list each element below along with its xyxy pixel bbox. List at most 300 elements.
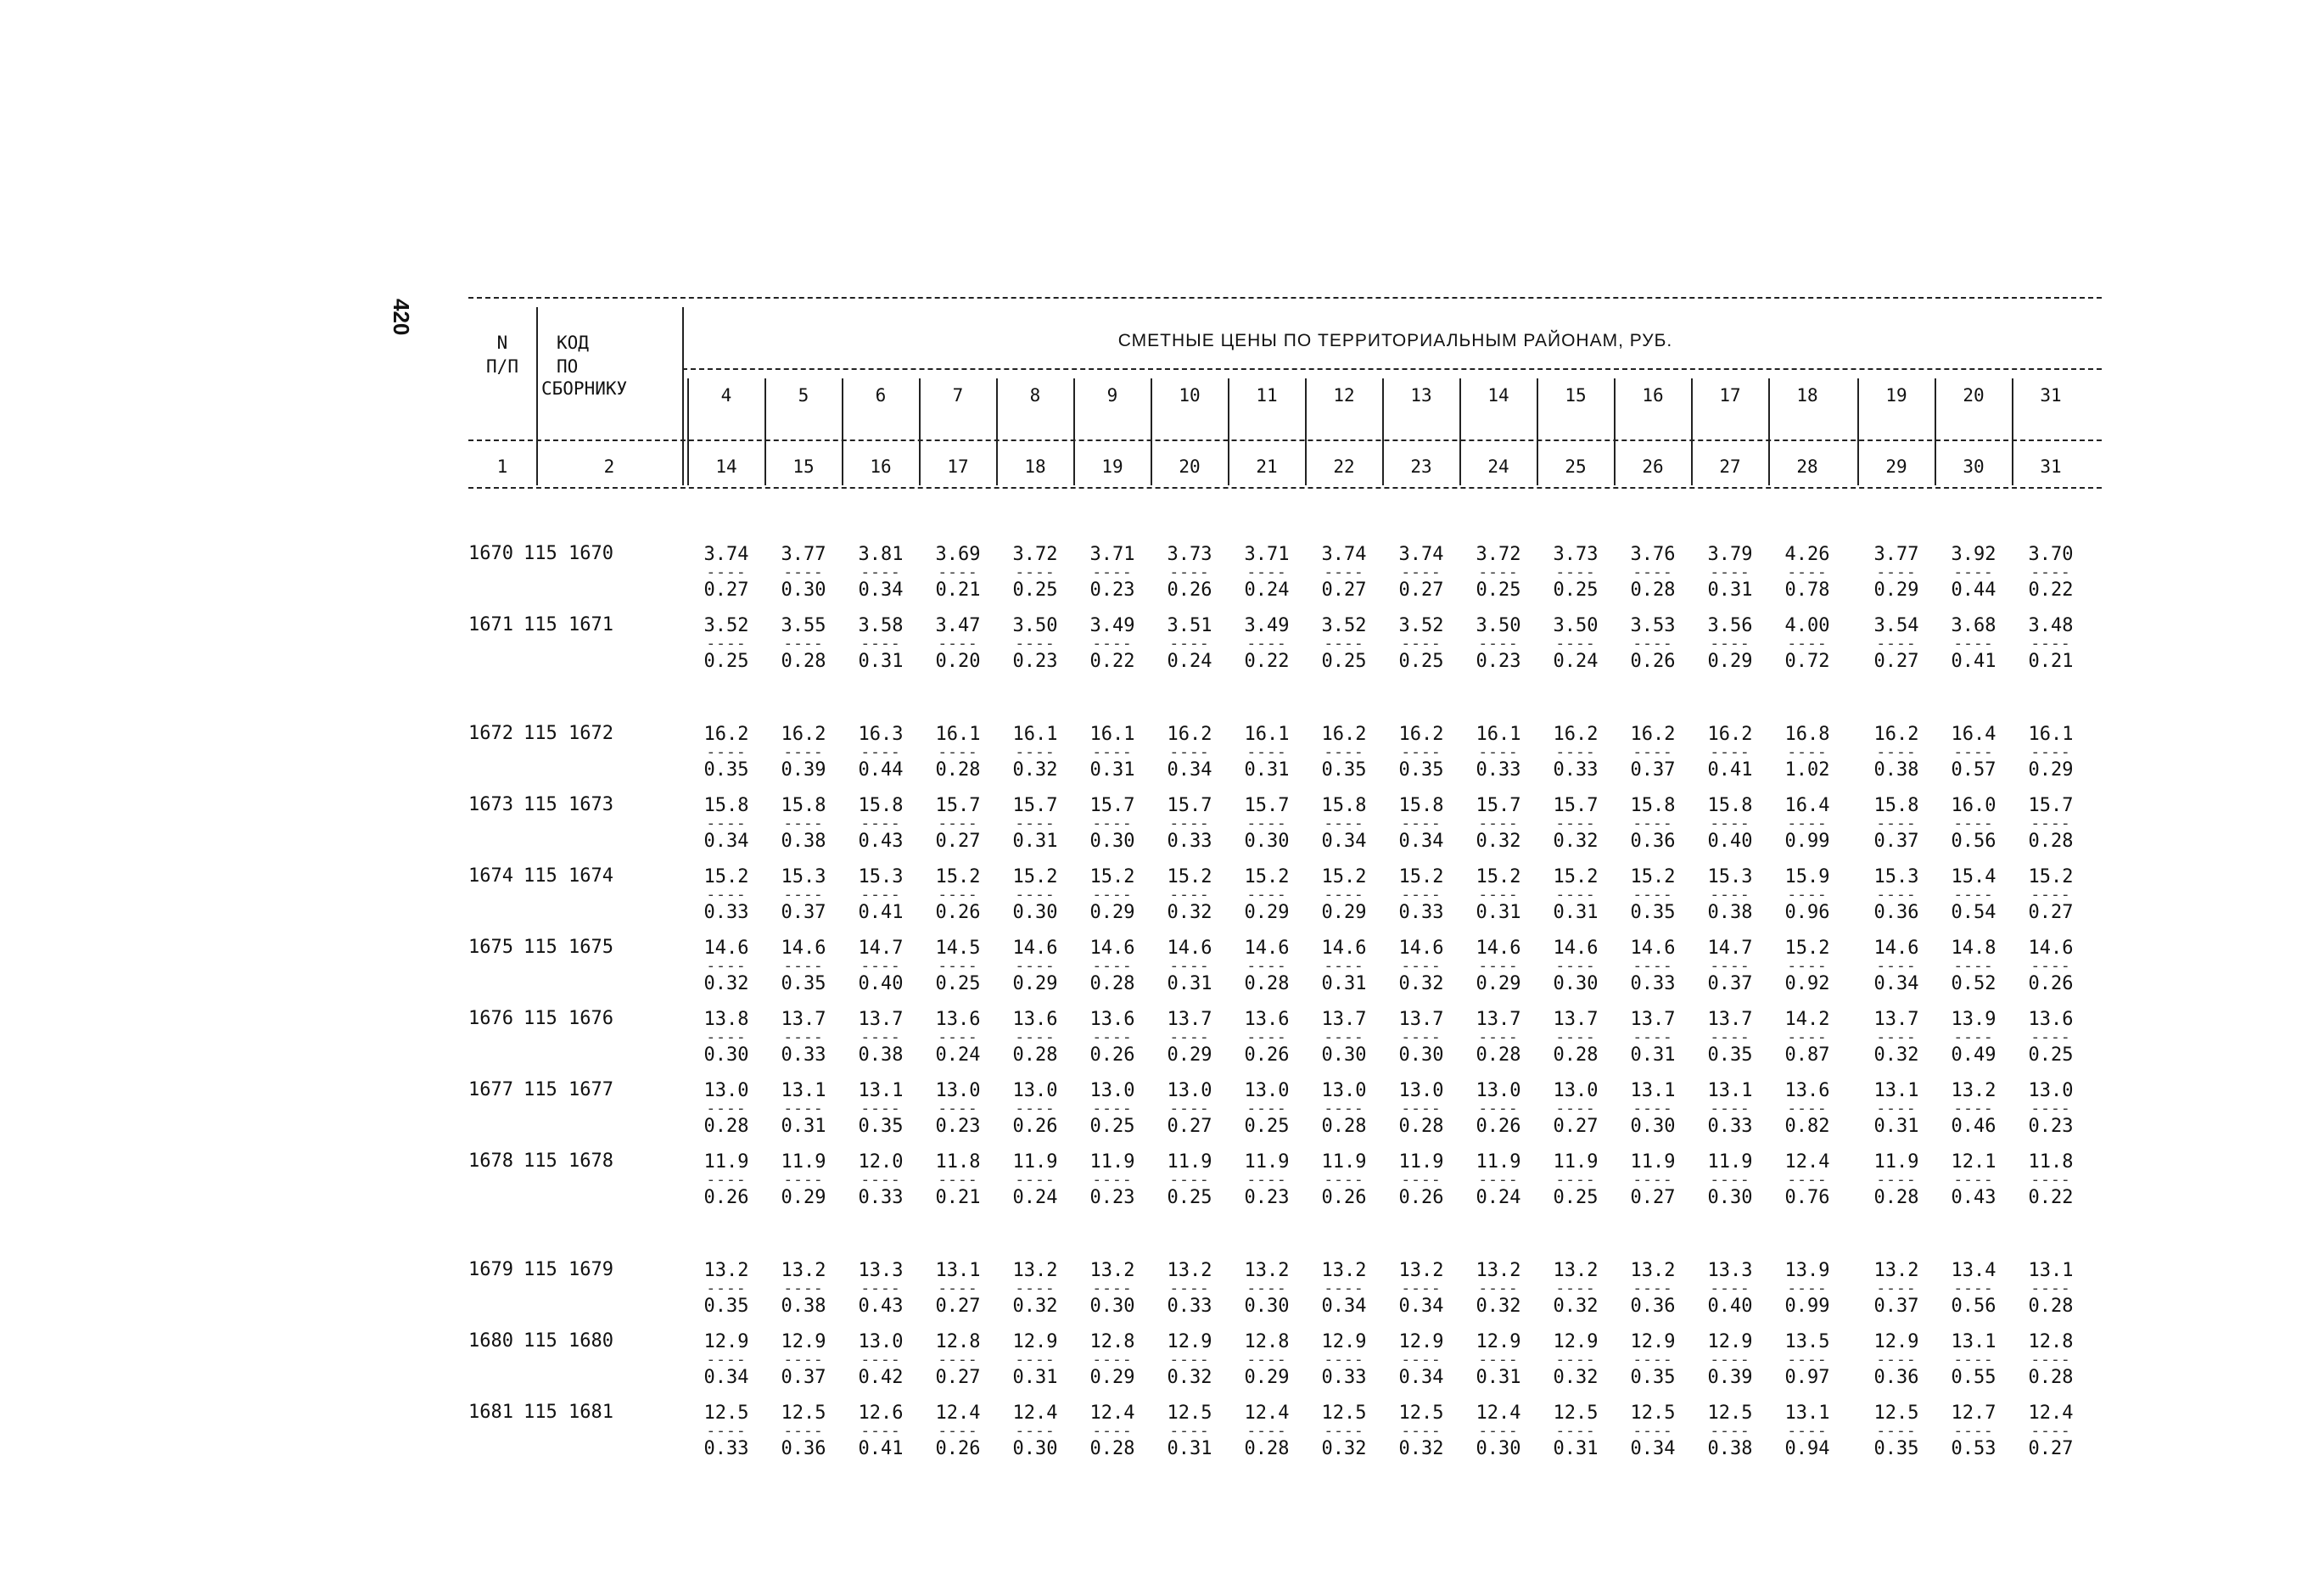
secondary-value: 0.56	[1951, 1296, 1996, 1317]
price-value: 16.1	[2028, 724, 2074, 745]
price-cell	[768, 543, 839, 602]
price-cell	[1077, 1079, 1148, 1139]
fraction-bar: ‐‐‐‐	[860, 1028, 901, 1046]
price-cell	[2015, 543, 2086, 602]
price-cell	[845, 1402, 916, 1461]
secondary-value: 0.33	[858, 1187, 904, 1208]
fraction-bar: ‐‐‐‐	[938, 1171, 978, 1189]
price-value: 12.6	[858, 1402, 904, 1424]
price-value: 15.2	[1784, 938, 1830, 959]
price-cell	[1772, 543, 1843, 602]
price-cell	[1694, 1079, 1766, 1139]
secondary-value: 0.24	[935, 1044, 981, 1066]
row-number: 1675	[468, 937, 513, 958]
column-divider	[764, 378, 766, 485]
price-value: 3.54	[1873, 615, 1919, 636]
secondary-value: 0.23	[1012, 651, 1058, 672]
price-value: 15.7	[1012, 795, 1058, 816]
price-value: 15.7	[1553, 795, 1599, 816]
price-cell	[845, 794, 916, 854]
price-cell	[2015, 794, 2086, 854]
price-value: 16.2	[781, 724, 826, 745]
price-cell	[1308, 543, 1380, 602]
secondary-value: 0.36	[1873, 902, 1919, 923]
price-cell	[1694, 1402, 1766, 1461]
price-cell	[1694, 794, 1766, 854]
price-value: 16.0	[1951, 795, 1996, 816]
price-cell	[1938, 1079, 2009, 1139]
price-value: 16.3	[858, 724, 904, 745]
price-cell	[1386, 937, 1457, 996]
price-cell	[1154, 614, 1225, 674]
price-value: 13.7	[1553, 1009, 1599, 1030]
price-value: 15.4	[1951, 866, 1996, 887]
price-value: 13.2	[1476, 1260, 1521, 1281]
price-value: 15.3	[1707, 866, 1753, 887]
column-number: 31	[2040, 456, 2062, 477]
price-cell	[1231, 1151, 1302, 1210]
secondary-value: 0.34	[703, 1367, 749, 1388]
price-cell	[1308, 614, 1380, 674]
price-value: 12.8	[1244, 1331, 1290, 1352]
secondary-value: 0.23	[2028, 1116, 2074, 1137]
secondary-value: 0.40	[858, 973, 904, 994]
price-value: 12.9	[1553, 1331, 1599, 1352]
secondary-value: 0.26	[1167, 579, 1212, 601]
row-number: 1676	[468, 1008, 513, 1029]
price-value: 13.0	[703, 1080, 749, 1101]
secondary-value: 0.22	[1244, 651, 1290, 672]
fraction-bar: ‐‐‐‐	[1015, 743, 1056, 761]
fraction-bar: ‐‐‐‐	[1953, 1422, 1994, 1440]
price-cell	[768, 1008, 839, 1067]
row-number: 1673	[468, 794, 513, 815]
fraction-bar: ‐‐‐‐	[2030, 1351, 2071, 1369]
fraction-bar: ‐‐‐‐	[1478, 1279, 1519, 1297]
price-cell	[1077, 937, 1148, 996]
fraction-bar: ‐‐‐‐	[1478, 743, 1519, 761]
secondary-value: 0.44	[1951, 579, 1996, 601]
fraction-bar: ‐‐‐‐	[783, 1351, 824, 1369]
secondary-value: 0.34	[1630, 1438, 1676, 1459]
fraction-bar: ‐‐‐‐	[1015, 1171, 1056, 1189]
price-cell	[1231, 1079, 1302, 1139]
price-cell	[1617, 1079, 1688, 1139]
price-cell	[691, 614, 762, 674]
price-cell	[1772, 1079, 1843, 1139]
column-divider	[842, 378, 843, 485]
price-cell	[1308, 794, 1380, 854]
secondary-value: 0.31	[1873, 1116, 1919, 1137]
price-cell	[1000, 1402, 1071, 1461]
fraction-bar: ‐‐‐‐	[860, 886, 901, 904]
price-cell	[1772, 1008, 1843, 1067]
price-value: 12.5	[1398, 1402, 1444, 1424]
price-value: 13.1	[2028, 1260, 2074, 1281]
col-index-1: 1	[496, 456, 508, 477]
price-value: 13.1	[781, 1080, 826, 1101]
column-divider	[1382, 378, 1384, 485]
fraction-bar: ‐‐‐‐	[2030, 815, 2071, 832]
district-number: 6	[875, 385, 887, 406]
fraction-bar: ‐‐‐‐	[706, 1028, 747, 1046]
price-cell	[1540, 1079, 1611, 1139]
price-cell	[845, 1330, 916, 1390]
fraction-bar: ‐‐‐‐	[1876, 1351, 1917, 1369]
fraction-bar: ‐‐‐‐	[783, 563, 824, 581]
secondary-value: 0.32	[1553, 1296, 1599, 1317]
secondary-value: 0.23	[1244, 1187, 1290, 1208]
fraction-bar: ‐‐‐‐	[1787, 635, 1828, 652]
price-cell	[1463, 1151, 1534, 1210]
price-value: 12.4	[1476, 1402, 1521, 1424]
fraction-bar: ‐‐‐‐	[1478, 1028, 1519, 1046]
fraction-bar: ‐‐‐‐	[1876, 815, 1917, 832]
fraction-bar: ‐‐‐‐	[2030, 635, 2071, 652]
fraction-bar: ‐‐‐‐	[1555, 743, 1596, 761]
fraction-bar: ‐‐‐‐	[1324, 743, 1364, 761]
row-label	[468, 543, 672, 564]
secondary-value: 0.43	[858, 831, 904, 852]
secondary-value: 0.37	[1873, 1296, 1919, 1317]
fraction-bar: ‐‐‐‐	[1324, 1351, 1364, 1369]
column-number: 21	[1256, 456, 1278, 477]
price-value: 13.8	[703, 1009, 749, 1030]
fraction-bar: ‐‐‐‐	[1478, 563, 1519, 581]
secondary-value: 0.33	[1167, 1296, 1212, 1317]
secondary-value: 0.33	[1321, 1367, 1367, 1388]
price-value: 3.92	[1951, 544, 1996, 565]
price-cell	[1617, 1008, 1688, 1067]
price-value: 14.6	[1630, 938, 1676, 959]
price-cell	[1000, 723, 1071, 782]
secondary-value: 0.26	[1244, 1044, 1290, 1066]
price-value: 3.50	[1476, 615, 1521, 636]
secondary-value: 0.28	[1244, 1438, 1290, 1459]
fraction-bar: ‐‐‐‐	[1787, 1351, 1828, 1369]
secondary-value: 0.92	[1784, 973, 1830, 994]
fraction-bar: ‐‐‐‐	[1953, 1351, 1994, 1369]
secondary-value: 0.38	[1707, 1438, 1753, 1459]
secondary-value: 0.27	[1873, 651, 1919, 672]
price-value: 13.2	[1321, 1260, 1367, 1281]
price-value: 13.3	[858, 1260, 904, 1281]
secondary-value: 0.25	[2028, 1044, 2074, 1066]
fraction-bar: ‐‐‐‐	[1401, 886, 1442, 904]
price-value: 13.9	[1951, 1009, 1996, 1030]
secondary-value: 0.25	[1167, 1187, 1212, 1208]
district-number: 12	[1333, 385, 1355, 406]
fraction-bar: ‐‐‐‐	[1953, 743, 1994, 761]
price-cell	[1938, 865, 2009, 925]
price-cell	[768, 614, 839, 674]
col-kod-label: КОД	[557, 333, 589, 353]
price-value: 14.7	[1707, 938, 1753, 959]
price-value: 11.9	[1244, 1151, 1290, 1173]
price-cell	[2015, 1330, 2086, 1390]
fraction-bar: ‐‐‐‐	[1632, 635, 1673, 652]
price-value: 16.2	[1873, 724, 1919, 745]
price-value: 16.2	[1321, 724, 1367, 745]
fraction-bar: ‐‐‐‐	[1092, 957, 1133, 975]
district-number: 14	[1487, 385, 1509, 406]
price-value: 13.0	[1553, 1080, 1599, 1101]
price-value: 13.5	[1784, 1331, 1830, 1352]
price-value: 11.9	[781, 1151, 826, 1173]
price-cell	[845, 723, 916, 782]
secondary-value: 0.28	[1321, 1116, 1367, 1137]
price-cell	[1386, 865, 1457, 925]
fraction-bar: ‐‐‐‐	[860, 1171, 901, 1189]
price-cell	[1154, 1151, 1225, 1210]
price-value: 15.7	[935, 795, 981, 816]
secondary-value: 0.27	[935, 1367, 981, 1388]
secondary-value: 0.94	[1784, 1438, 1830, 1459]
price-cell	[922, 794, 994, 854]
price-cell	[1231, 937, 1302, 996]
fraction-bar: ‐‐‐‐	[1478, 957, 1519, 975]
price-cell	[1772, 1259, 1843, 1318]
secondary-value: 0.25	[1244, 1116, 1290, 1137]
secondary-value: 0.39	[1707, 1367, 1753, 1388]
price-cell	[1077, 614, 1148, 674]
secondary-value: 0.37	[1630, 759, 1676, 781]
fraction-bar: ‐‐‐‐	[1710, 1422, 1750, 1440]
price-value: 15.2	[1012, 866, 1058, 887]
secondary-value: 0.27	[703, 579, 749, 601]
fraction-bar: ‐‐‐‐	[1092, 1028, 1133, 1046]
secondary-value: 0.26	[2028, 973, 2074, 994]
secondary-value: 0.23	[935, 1116, 981, 1137]
price-value: 13.0	[2028, 1080, 2074, 1101]
price-cell	[1938, 1008, 2009, 1067]
price-cell	[1861, 1402, 1932, 1461]
row-code: 115 1670	[523, 543, 613, 564]
price-value: 15.2	[1398, 866, 1444, 887]
secondary-value: 0.37	[1707, 973, 1753, 994]
row-code: 115 1675	[523, 937, 613, 958]
price-cell	[1540, 614, 1611, 674]
fraction-bar: ‐‐‐‐	[1632, 1351, 1673, 1369]
price-value: 15.2	[1630, 866, 1676, 887]
price-value: 12.0	[858, 1151, 904, 1173]
secondary-value: 0.32	[1012, 759, 1058, 781]
secondary-value: 0.34	[858, 579, 904, 601]
fraction-bar: ‐‐‐‐	[1246, 1279, 1287, 1297]
price-value: 16.8	[1784, 724, 1830, 745]
column-divider	[1768, 378, 1770, 485]
price-cell	[1540, 1008, 1611, 1067]
secondary-value: 0.28	[1630, 579, 1676, 601]
price-table	[468, 297, 2102, 1473]
fraction-bar: ‐‐‐‐	[1632, 743, 1673, 761]
col-index-2: 2	[603, 456, 615, 477]
price-cell	[845, 1259, 916, 1318]
price-value: 13.1	[935, 1260, 981, 1281]
price-value: 13.6	[1784, 1080, 1830, 1101]
fraction-bar: ‐‐‐‐	[1324, 815, 1364, 832]
fraction-bar: ‐‐‐‐	[1876, 1028, 1917, 1046]
fraction-bar: ‐‐‐‐	[1876, 635, 1917, 652]
price-value: 3.74	[1321, 544, 1367, 565]
price-value: 12.5	[1167, 1402, 1212, 1424]
price-value: 13.1	[1630, 1080, 1676, 1101]
secondary-value: 0.35	[1873, 1438, 1919, 1459]
price-value: 13.1	[1784, 1402, 1830, 1424]
price-value: 15.2	[703, 866, 749, 887]
secondary-value: 0.34	[1873, 973, 1919, 994]
fraction-bar: ‐‐‐‐	[1555, 1422, 1596, 1440]
secondary-value: 0.41	[1951, 651, 1996, 672]
price-value: 3.81	[858, 544, 904, 565]
secondary-value: 0.30	[1089, 1296, 1135, 1317]
price-cell	[1154, 865, 1225, 925]
secondary-value: 0.32	[1012, 1296, 1058, 1317]
price-cell	[1000, 1259, 1071, 1318]
table-row	[468, 1402, 2102, 1466]
fraction-bar: ‐‐‐‐	[1015, 1279, 1056, 1297]
price-cell	[768, 1330, 839, 1390]
secondary-value: 0.26	[935, 902, 981, 923]
fraction-bar: ‐‐‐‐	[1401, 563, 1442, 581]
price-value: 16.2	[1707, 724, 1753, 745]
secondary-value: 0.35	[1398, 759, 1444, 781]
price-value: 3.69	[935, 544, 981, 565]
secondary-value: 0.28	[2028, 1367, 2074, 1388]
price-cell	[1772, 937, 1843, 996]
fraction-bar: ‐‐‐‐	[938, 743, 978, 761]
fraction-bar: ‐‐‐‐	[1401, 1028, 1442, 1046]
secondary-value: 1.02	[1784, 759, 1830, 781]
district-number: 20	[1963, 385, 1985, 406]
district-number: 19	[1885, 385, 1907, 406]
secondary-value: 0.34	[1398, 1367, 1444, 1388]
column-number: 18	[1024, 456, 1046, 477]
fraction-bar: ‐‐‐‐	[1401, 743, 1442, 761]
price-cell	[1617, 723, 1688, 782]
fraction-bar: ‐‐‐‐	[1876, 743, 1917, 761]
price-cell	[1938, 1259, 2009, 1318]
price-value: 12.1	[1951, 1151, 1996, 1173]
price-value: 16.2	[703, 724, 749, 745]
price-cell	[1694, 865, 1766, 925]
fraction-bar: ‐‐‐‐	[2030, 743, 2071, 761]
secondary-value: 0.27	[2028, 1438, 2074, 1459]
price-value: 12.4	[1244, 1402, 1290, 1424]
secondary-value: 0.28	[1873, 1187, 1919, 1208]
fraction-bar: ‐‐‐‐	[1169, 743, 1210, 761]
price-cell	[1308, 937, 1380, 996]
fraction-bar: ‐‐‐‐	[1555, 1279, 1596, 1297]
price-cell	[1694, 1008, 1766, 1067]
secondary-value: 0.33	[1398, 902, 1444, 923]
table-row	[468, 865, 2102, 930]
fraction-bar: ‐‐‐‐	[783, 1422, 824, 1440]
fraction-bar: ‐‐‐‐	[1092, 1422, 1133, 1440]
price-value: 12.8	[935, 1331, 981, 1352]
table-title: СМЕТНЫЕ ЦЕНЫ ПО ТЕРРИТОРИАЛЬНЫМ РАЙОНАМ, РУБ.	[1117, 331, 1673, 350]
district-number: 9	[1106, 385, 1118, 406]
price-cell	[1694, 723, 1766, 782]
price-value: 14.6	[703, 938, 749, 959]
price-value: 15.9	[1784, 866, 1830, 887]
secondary-value: 0.30	[1321, 1044, 1367, 1066]
price-value: 13.0	[1398, 1080, 1444, 1101]
fraction-bar: ‐‐‐‐	[1401, 1171, 1442, 1189]
price-value: 13.6	[2028, 1009, 2074, 1030]
row-code: 115 1674	[523, 865, 613, 887]
fraction-bar: ‐‐‐‐	[2030, 1422, 2071, 1440]
fraction-bar: ‐‐‐‐	[783, 886, 824, 904]
price-value: 13.3	[1707, 1260, 1753, 1281]
secondary-value: 0.28	[2028, 1296, 2074, 1317]
secondary-value: 0.31	[1244, 759, 1290, 781]
fraction-bar: ‐‐‐‐	[706, 635, 747, 652]
column-divider	[1614, 378, 1616, 485]
price-value: 13.6	[1089, 1009, 1135, 1030]
district-number: 7	[952, 385, 964, 406]
secondary-value: 0.41	[858, 902, 904, 923]
price-cell	[1772, 865, 1843, 925]
secondary-value: 0.25	[935, 973, 981, 994]
secondary-value: 0.39	[781, 759, 826, 781]
fraction-bar: ‐‐‐‐	[1092, 1100, 1133, 1117]
price-value: 14.6	[1476, 938, 1521, 959]
fraction-bar: ‐‐‐‐	[1632, 563, 1673, 581]
price-cell	[1694, 543, 1766, 602]
price-cell	[1540, 937, 1611, 996]
price-value: 14.6	[1012, 938, 1058, 959]
secondary-value: 0.28	[1476, 1044, 1521, 1066]
price-cell	[1861, 937, 1932, 996]
fraction-bar: ‐‐‐‐	[1555, 886, 1596, 904]
row-label	[468, 1008, 672, 1029]
price-cell	[1938, 543, 2009, 602]
price-cell	[1861, 1079, 1932, 1139]
price-cell	[1861, 1151, 1932, 1210]
price-cell	[1000, 865, 1071, 925]
secondary-value: 0.35	[703, 759, 749, 781]
fraction-bar: ‐‐‐‐	[1953, 957, 1994, 975]
table-row	[468, 1330, 2102, 1395]
fraction-bar: ‐‐‐‐	[1478, 1351, 1519, 1369]
price-value: 13.1	[858, 1080, 904, 1101]
price-cell	[691, 1008, 762, 1067]
price-cell	[1772, 1151, 1843, 1210]
price-cell	[691, 794, 762, 854]
secondary-value: 0.30	[1553, 973, 1599, 994]
secondary-value: 0.32	[1167, 1367, 1212, 1388]
price-value: 13.7	[858, 1009, 904, 1030]
price-cell	[2015, 1259, 2086, 1318]
row-label	[468, 614, 672, 635]
price-value: 15.8	[1398, 795, 1444, 816]
secondary-value: 0.43	[858, 1296, 904, 1317]
price-value: 11.9	[1630, 1151, 1676, 1173]
secondary-value: 0.23	[1089, 579, 1135, 601]
secondary-value: 0.78	[1784, 579, 1830, 601]
fraction-bar: ‐‐‐‐	[1478, 635, 1519, 652]
price-cell	[768, 865, 839, 925]
fraction-bar: ‐‐‐‐	[938, 1100, 978, 1117]
price-value: 3.55	[781, 615, 826, 636]
secondary-value: 0.21	[935, 579, 981, 601]
secondary-value: 0.29	[1089, 902, 1135, 923]
price-value: 13.0	[1167, 1080, 1212, 1101]
fraction-bar: ‐‐‐‐	[860, 743, 901, 761]
column-divider	[1459, 378, 1461, 485]
price-value: 12.9	[1398, 1331, 1444, 1352]
